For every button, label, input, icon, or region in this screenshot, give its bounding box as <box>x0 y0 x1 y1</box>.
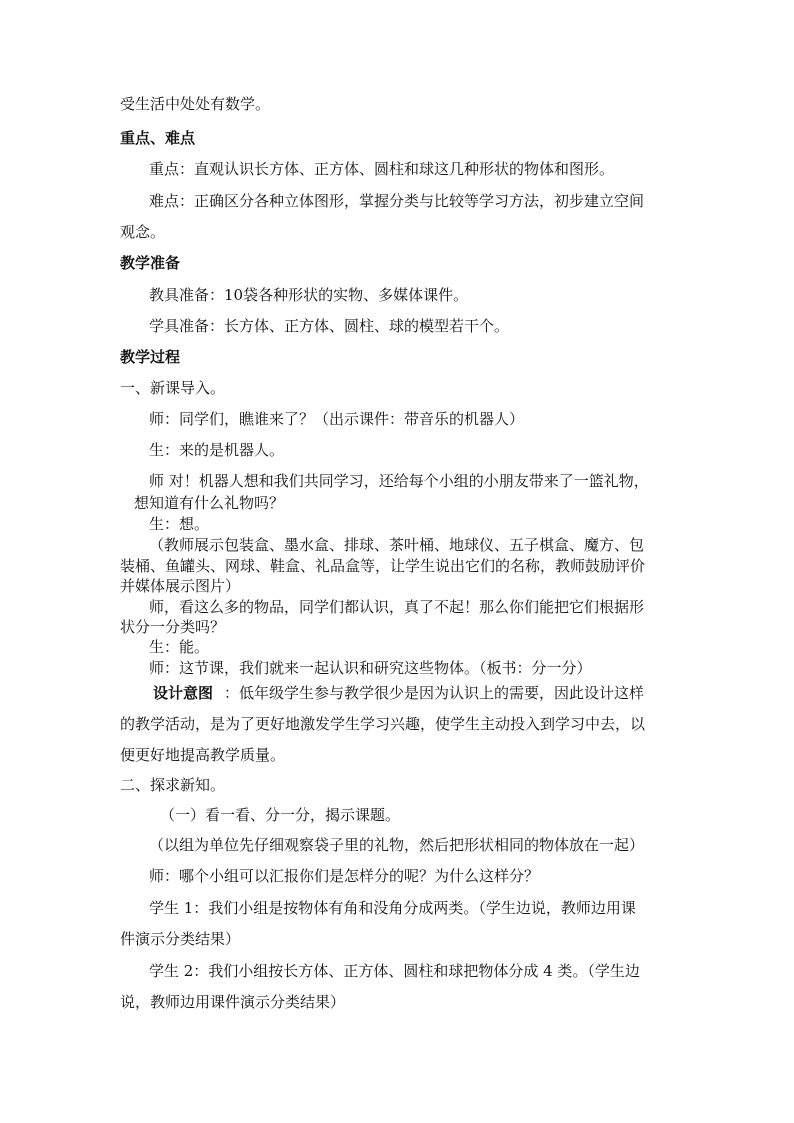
text-line: 学具准备：长方体、正方体、圆柱、球的模型若干个。 <box>149 317 510 335</box>
text-line: 便更好地提高教学质量。 <box>120 746 286 764</box>
text-line: 并媒体展示图片） <box>120 577 241 595</box>
text-line: 二、探求新知。 <box>120 776 226 794</box>
text-line: 生：来的是机器人。 <box>149 441 285 459</box>
text-line: 状分一分类吗？ <box>120 618 226 636</box>
text-line: 想知道有什么礼物吗？ <box>134 494 285 512</box>
text-line: 学生 2：我们小组按长方体、正方体、圆柱和球把物体分成 4 类。（学生边 <box>149 962 640 980</box>
text-line: 的教学活动，是为了更好地激发学生学习兴趣，使学生主动投入到学习中去，以 <box>120 715 646 733</box>
text-line: 师：同学们，瞧谁来了？（出示课件：带音乐的机器人） <box>149 410 525 428</box>
text-line: 件演示分类结果） <box>120 930 241 948</box>
text-line: 师 对！机器人想和我们共同学习，还给每个小组的小朋友带来了一篮礼物， <box>149 472 649 490</box>
text-line: 说，教师边用课件演示分类结果） <box>120 993 346 1011</box>
text-line: 师：哪个小组可以汇报你们是怎样分的呢？为什么这样分？ <box>149 867 540 885</box>
text-line: 教具准备：10袋各种形状的实物、多媒体课件。 <box>149 286 469 304</box>
section-heading: 教学过程 <box>120 348 181 366</box>
text-line: （一）看一看、分一分，揭示课题。 <box>160 806 401 824</box>
text-line: 难点：正确区分各种立体图形，掌握分类与比较等学习方法，初步建立空间 <box>149 192 645 210</box>
text-line: （以组为单位先仔细观察袋子里的礼物，然后把形状相同的物体放在一起） <box>149 836 645 854</box>
design-intent-label: 设计意图 <box>153 684 214 702</box>
text-line: 观念。 <box>120 223 166 241</box>
text-line: 学生 1：我们小组是按物体有角和没角分成两类。（学生边说，教师边用课 <box>149 899 636 917</box>
section-heading: 教学准备 <box>120 254 181 272</box>
text-line: 生：能。 <box>149 638 210 656</box>
section-heading: 重点、难点 <box>120 129 196 147</box>
text-line: 师，看这么多的物品，同学们都认识，真了不起！那么你们能把它们根据形 <box>149 598 645 616</box>
text-line: ：低年级学生参与教学很少是因为认识上的需要，因此设计这样 <box>224 684 645 702</box>
text-line: 生：想。 <box>149 515 210 533</box>
text-line: 师：这节课，我们就来一起认识和研究这些物体。（板书：分一分） <box>149 659 592 677</box>
text-line: 重点：直观认识长方体、正方体、圆柱和球这几种形状的物体和图形。 <box>149 160 615 178</box>
text-line: 受生活中处处有数学。 <box>120 95 271 113</box>
text-line: 装桶、鱼罐头、网球、鞋盒、礼品盒等，让学生说出它们的名称，教师鼓励评价 <box>120 557 646 575</box>
text-line: （教师展示包装盒、墨水盒、排球、茶叶桶、地球仪、五子棋盒、魔方、包 <box>149 536 645 554</box>
text-line: 一、新课导入。 <box>120 379 226 397</box>
